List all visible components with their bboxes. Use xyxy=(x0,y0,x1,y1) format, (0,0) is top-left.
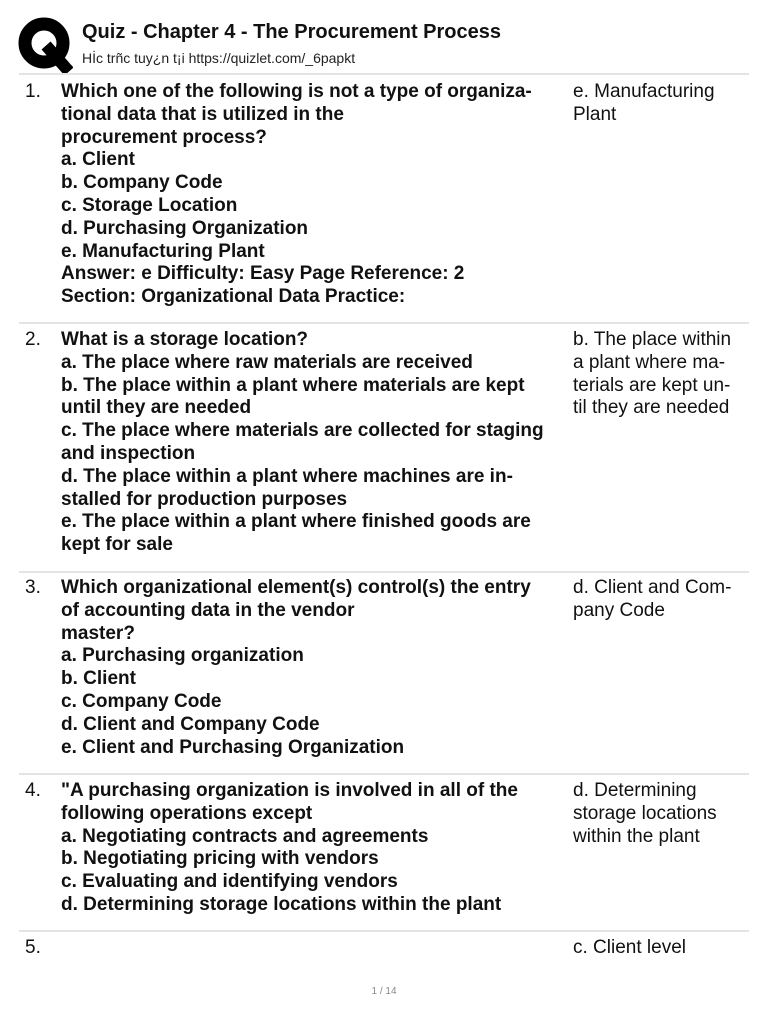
question-line: master? xyxy=(61,622,135,644)
answer-line: storage locations xyxy=(573,802,717,824)
option-line: and inspection xyxy=(61,442,196,464)
question-line: tional data that is utilized in the xyxy=(61,103,344,125)
option-line: e. Manufacturing Plant xyxy=(61,240,265,262)
question-line: procurement process? xyxy=(61,126,267,148)
question-text xyxy=(61,329,571,557)
answer-text xyxy=(573,937,753,960)
question-text xyxy=(61,81,571,309)
answer-line: within the plant xyxy=(573,825,700,847)
option-line: c. Storage Location xyxy=(61,194,238,216)
question-number: 3. xyxy=(25,577,41,598)
option-line: c. Company Code xyxy=(61,690,222,712)
divider xyxy=(19,73,749,75)
answer-meta-line: Answer: e Difficulty: Easy Page Reference: 2 xyxy=(61,263,465,285)
option-line: e. The place within a plant where finished goods are xyxy=(61,511,531,533)
answer-line: d. Client and Com- xyxy=(573,577,732,598)
document-header xyxy=(0,0,768,74)
answer-text xyxy=(573,577,753,623)
divider xyxy=(19,322,749,324)
option-line: d. Client and Company Code xyxy=(61,713,320,735)
answer-line: terials are kept un- xyxy=(573,374,731,396)
option-line: b. Company Code xyxy=(61,172,223,194)
answer-line: d. Determining xyxy=(573,780,697,801)
question-text xyxy=(61,780,571,917)
answer-line: a plant where ma- xyxy=(573,351,726,373)
option-line: stalled for production purposes xyxy=(61,488,348,510)
question-number: 1. xyxy=(25,81,41,102)
divider xyxy=(19,773,749,775)
question-line: Which one of the following is not a type of organiza- xyxy=(61,81,532,102)
answer-text xyxy=(573,81,753,127)
answer-line: e. Manufacturing xyxy=(573,81,715,102)
option-line: until they are needed xyxy=(61,397,252,419)
quizlet-logo-icon xyxy=(17,17,73,73)
page-indicator: 1 / 14 xyxy=(371,986,397,997)
question-line: What is a storage location? xyxy=(61,329,309,350)
option-line: a. The place where raw materials are received xyxy=(61,351,473,373)
option-line: d. Purchasing Organization xyxy=(61,217,309,239)
option-line: b. Client xyxy=(61,668,136,690)
option-line: c. The place where materials are collected for staging xyxy=(61,420,544,442)
option-line: e. Client and Purchasing Organization xyxy=(61,736,405,758)
answer-line: Plant xyxy=(573,103,617,125)
question-number: 4. xyxy=(25,780,41,801)
question-line: following operations except xyxy=(61,802,313,824)
answer-text xyxy=(573,780,753,848)
divider xyxy=(19,571,749,573)
section-line: Section: Organizational Data Practice: xyxy=(61,286,406,308)
question-line: "A purchasing organization is involved in all of the xyxy=(61,780,518,801)
option-line: b. The place within a plant where materials are kept xyxy=(61,374,525,396)
option-line: d. Determining storage locations within the plant xyxy=(61,893,502,915)
question-number: 5. xyxy=(25,937,41,958)
document-title: Quiz - Chapter 4 - The Procurement Process xyxy=(82,21,501,43)
question-text xyxy=(61,577,571,759)
question-number: 2. xyxy=(25,329,41,350)
option-line: b. Negotiating pricing with vendors xyxy=(61,848,379,870)
option-line: a. Client xyxy=(61,149,135,171)
answer-line: pany Code xyxy=(573,599,665,621)
option-line: kept for sale xyxy=(61,534,173,556)
answer-line: c. Client level xyxy=(573,937,686,958)
option-line: d. The place within a plant where machines are in- xyxy=(61,465,513,487)
answer-line: b. The place within xyxy=(573,329,732,350)
divider xyxy=(19,930,749,932)
answer-line: til they are needed xyxy=(573,397,730,419)
option-line: a. Negotiating contracts and agreements xyxy=(61,825,429,847)
option-line: c. Evaluating and identifying vendors xyxy=(61,871,398,893)
question-line: of accounting data in the vendor xyxy=(61,599,355,621)
option-line: a. Purchasing organization xyxy=(61,645,304,667)
answer-text xyxy=(573,329,753,420)
document-source-link[interactable]: Hİc trñc tuy¿n t¡i https://quizlet.com/_6papkt xyxy=(82,50,356,66)
question-line: Which organizational element(s) control(s) the entry xyxy=(61,577,531,598)
